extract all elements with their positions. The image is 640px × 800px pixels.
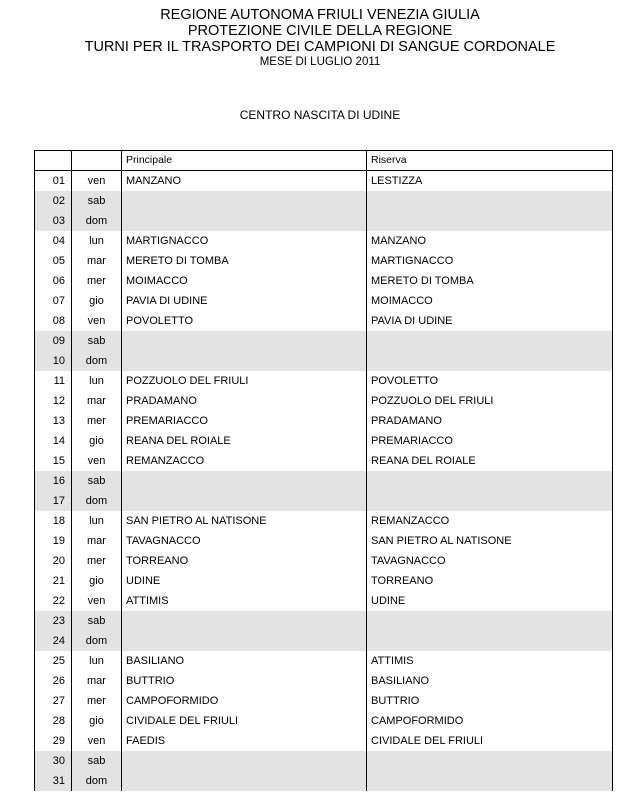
day-cell: 27 xyxy=(35,691,72,711)
day-cell: 30 xyxy=(35,751,72,771)
principale-cell xyxy=(122,351,367,371)
principale-cell xyxy=(122,471,367,491)
principale-cell: PAVIA DI UDINE xyxy=(122,291,367,311)
table-row xyxy=(35,651,613,671)
weekday-cell: dom xyxy=(72,631,122,651)
weekday-cell: dom xyxy=(72,351,122,371)
riserva-cell: MANZANO xyxy=(367,231,613,251)
table-row xyxy=(35,311,613,331)
table-header xyxy=(35,151,613,171)
day-cell: 20 xyxy=(35,551,72,571)
principale-cell xyxy=(122,751,367,771)
riserva-cell: TORREANO xyxy=(367,571,613,591)
table-row xyxy=(35,691,613,711)
table-row xyxy=(35,431,613,451)
day-cell: 15 xyxy=(35,451,72,471)
principale-cell: PREMARIACCO xyxy=(122,411,367,431)
weekday-cell: mar xyxy=(72,671,122,691)
header-weekday xyxy=(72,151,122,171)
principale-cell: PRADAMANO xyxy=(122,391,367,411)
principale-cell: POZZUOLO DEL FRIULI xyxy=(122,371,367,391)
day-cell: 10 xyxy=(35,351,72,371)
day-cell: 04 xyxy=(35,231,72,251)
table-row xyxy=(35,631,613,651)
principale-cell: MOIMACCO xyxy=(122,271,367,291)
principale-cell: POVOLETTO xyxy=(122,311,367,331)
day-cell: 29 xyxy=(35,731,72,751)
principale-cell: MARTIGNACCO xyxy=(122,231,367,251)
riserva-cell xyxy=(367,471,613,491)
table-row xyxy=(35,731,613,751)
riserva-cell: BUTTRIO xyxy=(367,691,613,711)
riserva-cell: TAVAGNACCO xyxy=(367,551,613,571)
principale-cell xyxy=(122,331,367,351)
table-row xyxy=(35,531,613,551)
weekday-cell: mar xyxy=(72,531,122,551)
table-row xyxy=(35,231,613,251)
day-cell: 22 xyxy=(35,591,72,611)
table-row xyxy=(35,491,613,511)
header-row xyxy=(35,151,613,171)
riserva-cell: REANA DEL ROIALE xyxy=(367,451,613,471)
principale-cell: UDINE xyxy=(122,571,367,591)
table-row xyxy=(35,411,613,431)
weekday-cell: dom xyxy=(72,771,122,791)
principale-cell: CIVIDALE DEL FRIULI xyxy=(122,711,367,731)
riserva-cell: PAVIA DI UDINE xyxy=(367,311,613,331)
riserva-cell: POVOLETTO xyxy=(367,371,613,391)
day-cell: 03 xyxy=(35,211,72,231)
riserva-cell xyxy=(367,751,613,771)
table-row xyxy=(35,771,613,791)
weekday-cell: gio xyxy=(72,571,122,591)
principale-cell: REANA DEL ROIALE xyxy=(122,431,367,451)
riserva-cell: MERETO DI TOMBA xyxy=(367,271,613,291)
weekday-cell: sab xyxy=(72,471,122,491)
table-body xyxy=(35,171,613,792)
table-row xyxy=(35,471,613,491)
riserva-cell xyxy=(367,191,613,211)
day-cell: 31 xyxy=(35,771,72,791)
weekday-cell: mer xyxy=(72,691,122,711)
table-row xyxy=(35,591,613,611)
weekday-cell: sab xyxy=(72,751,122,771)
principale-cell: BUTTRIO xyxy=(122,671,367,691)
weekday-cell: sab xyxy=(72,331,122,351)
weekday-cell: lun xyxy=(72,231,122,251)
principale-cell xyxy=(122,611,367,631)
table-row xyxy=(35,251,613,271)
day-cell: 11 xyxy=(35,371,72,391)
birth-center-title: CENTRO NASCITA DI UDINE xyxy=(239,108,401,122)
riserva-cell: REMANZACCO xyxy=(367,511,613,531)
riserva-cell: MARTIGNACCO xyxy=(367,251,613,271)
weekday-cell: ven xyxy=(72,311,122,331)
weekday-cell: gio xyxy=(72,291,122,311)
weekday-cell: mer xyxy=(72,411,122,431)
weekday-cell: lun xyxy=(72,651,122,671)
riserva-cell xyxy=(367,631,613,651)
weekday-cell: mer xyxy=(72,271,122,291)
table-row xyxy=(35,171,613,192)
table-row xyxy=(35,511,613,531)
principale-cell: TAVAGNACCO xyxy=(122,531,367,551)
weekday-cell: mar xyxy=(72,391,122,411)
riserva-cell: ATTIMIS xyxy=(367,651,613,671)
day-cell: 01 xyxy=(35,171,72,192)
day-cell: 18 xyxy=(35,511,72,531)
principale-cell: FAEDIS xyxy=(122,731,367,751)
table-row xyxy=(35,571,613,591)
riserva-cell: POZZUOLO DEL FRIULI xyxy=(367,391,613,411)
weekday-cell: sab xyxy=(72,611,122,631)
header-principale: Principale xyxy=(122,151,367,171)
day-cell: 05 xyxy=(35,251,72,271)
day-cell: 07 xyxy=(35,291,72,311)
table-row xyxy=(35,671,613,691)
day-cell: 12 xyxy=(35,391,72,411)
riserva-cell xyxy=(367,771,613,791)
table-row xyxy=(35,391,613,411)
region-title: REGIONE AUTONOMA FRIULI VENEZIA GIULIA xyxy=(160,7,480,23)
day-cell: 23 xyxy=(35,611,72,631)
shift-table xyxy=(34,150,613,791)
day-cell: 16 xyxy=(35,471,72,491)
riserva-cell: CAMPOFORMIDO xyxy=(367,711,613,731)
weekday-cell: gio xyxy=(72,431,122,451)
principale-cell xyxy=(122,491,367,511)
principale-cell: TORREANO xyxy=(122,551,367,571)
weekday-cell: lun xyxy=(72,371,122,391)
day-cell: 24 xyxy=(35,631,72,651)
day-cell: 21 xyxy=(35,571,72,591)
day-cell: 02 xyxy=(35,191,72,211)
day-cell: 28 xyxy=(35,711,72,731)
day-cell: 25 xyxy=(35,651,72,671)
day-cell: 26 xyxy=(35,671,72,691)
principale-cell: REMANZACCO xyxy=(122,451,367,471)
riserva-cell: CIVIDALE DEL FRIULI xyxy=(367,731,613,751)
header-day xyxy=(35,151,72,171)
table-row xyxy=(35,751,613,771)
principale-cell: MERETO DI TOMBA xyxy=(122,251,367,271)
principale-cell xyxy=(122,771,367,791)
month-label: MESE DI LUGLIO 2011 xyxy=(259,56,381,68)
table-row xyxy=(35,611,613,631)
weekday-cell: ven xyxy=(72,591,122,611)
day-cell: 13 xyxy=(35,411,72,431)
day-cell: 19 xyxy=(35,531,72,551)
weekday-cell: ven xyxy=(72,731,122,751)
principale-cell: CAMPOFORMIDO xyxy=(122,691,367,711)
table-row xyxy=(35,371,613,391)
header-riserva: Riserva xyxy=(367,151,613,171)
riserva-cell: LESTIZZA xyxy=(367,171,613,192)
weekday-cell: dom xyxy=(72,491,122,511)
table-row xyxy=(35,191,613,211)
day-cell: 09 xyxy=(35,331,72,351)
riserva-cell: PRADAMANO xyxy=(367,411,613,431)
document-title: TURNI PER IL TRASPORTO DEI CAMPIONI DI SANGUE CORDONALE xyxy=(84,39,556,55)
principale-cell: SAN PIETRO AL NATISONE xyxy=(122,511,367,531)
riserva-cell: SAN PIETRO AL NATISONE xyxy=(367,531,613,551)
riserva-cell xyxy=(367,211,613,231)
principale-cell: ATTIMIS xyxy=(122,591,367,611)
table-row xyxy=(35,451,613,471)
riserva-cell: UDINE xyxy=(367,591,613,611)
riserva-cell xyxy=(367,351,613,371)
table-row xyxy=(35,711,613,731)
riserva-cell: BASILIANO xyxy=(367,671,613,691)
weekday-cell: mar xyxy=(72,251,122,271)
principale-cell xyxy=(122,211,367,231)
principale-cell: BASILIANO xyxy=(122,651,367,671)
day-cell: 08 xyxy=(35,311,72,331)
riserva-cell xyxy=(367,491,613,511)
riserva-cell: MOIMACCO xyxy=(367,291,613,311)
riserva-cell xyxy=(367,331,613,351)
weekday-cell: dom xyxy=(72,211,122,231)
riserva-cell: PREMARIACCO xyxy=(367,431,613,451)
weekday-cell: sab xyxy=(72,191,122,211)
principale-cell xyxy=(122,631,367,651)
principale-cell xyxy=(122,191,367,211)
document-header xyxy=(0,7,640,69)
weekday-cell: ven xyxy=(72,451,122,471)
table-row xyxy=(35,271,613,291)
weekday-cell: gio xyxy=(72,711,122,731)
table-row xyxy=(35,211,613,231)
table-row xyxy=(35,351,613,371)
table-row xyxy=(35,291,613,311)
principale-cell: MANZANO xyxy=(122,171,367,192)
day-cell: 06 xyxy=(35,271,72,291)
weekday-cell: ven xyxy=(72,171,122,192)
weekday-cell: lun xyxy=(72,511,122,531)
table-row xyxy=(35,331,613,351)
weekday-cell: mer xyxy=(72,551,122,571)
department-title: PROTEZIONE CIVILE DELLA REGIONE xyxy=(187,23,453,39)
riserva-cell xyxy=(367,611,613,631)
table-row xyxy=(35,551,613,571)
day-cell: 14 xyxy=(35,431,72,451)
day-cell: 17 xyxy=(35,491,72,511)
